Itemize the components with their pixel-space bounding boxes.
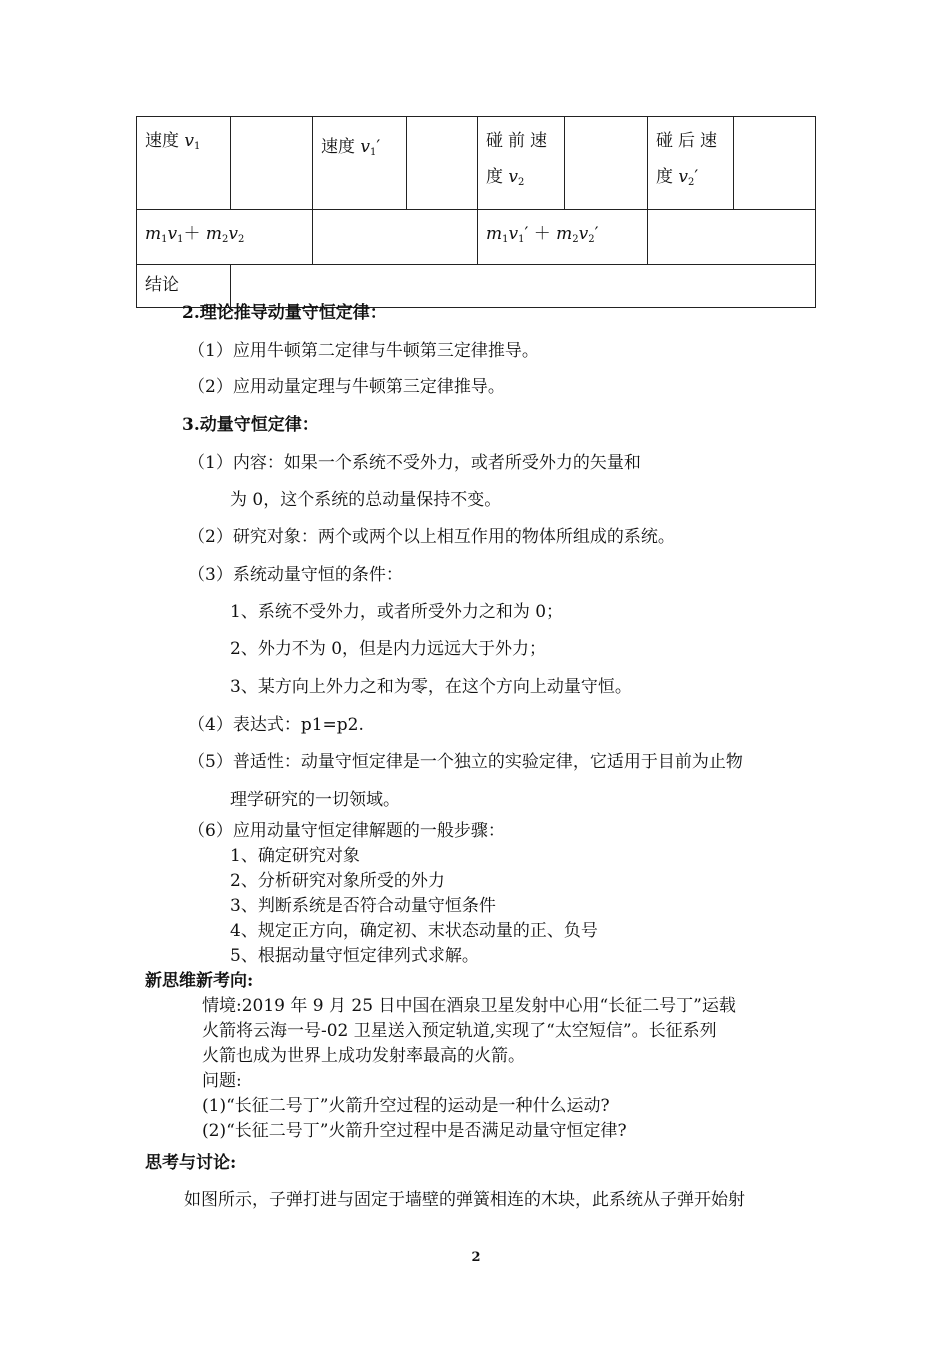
table-cell-velocity-v1-label: 速度 $v_1$ [137,117,231,210]
list-item: （4）表达式：p1=p2. [188,715,364,735]
list-item: （2）研究对象：两个或两个以上相互作用的物体所组成的系统。 [188,527,675,547]
step-item: 3、判断系统是否符合动量守恒条件 [230,896,496,916]
paragraph-line: 情境:2019 年 9 月 25 日中国在酒泉卫星发射中心用“长征二号丁”运载 [202,996,736,1016]
discussion-heading: 思考与讨论: [145,1153,237,1173]
section-3-heading: 3.动量守恒定律： [182,415,319,435]
list-item: （3）系统动量守恒的条件： [188,565,403,585]
list-item: （6）应用动量守恒定律解题的一般步骤： [188,821,505,841]
paragraph-line: (2)“长征二号丁”火箭升空过程中是否满足动量守恒定律? [202,1121,627,1141]
list-item: （1）应用牛顿第二定律与牛顿第三定律推导。 [188,341,539,361]
condition-item: 2、外力不为 0，但是内力远远大于外力； [230,639,547,659]
new-thinking-heading: 新思维新考向: [145,971,254,991]
step-item: 5、根据动量守恒定律列式求解。 [230,946,479,966]
list-item: （2）应用动量定理与牛顿第三定律推导。 [188,377,505,397]
list-item: 理学研究的一切领域。 [230,790,400,810]
table-cell-empty [734,117,816,210]
table-cell-empty [648,210,816,265]
table-cell-momentum-before-label: $m_1v_1+ m_2v_2$ [137,210,313,265]
page-number: 2 [471,1250,481,1265]
paragraph-line: 火箭也成为世界上成功发射率最高的火箭。 [202,1046,525,1066]
list-item: （5）普适性：动量守恒定律是一个独立的实验定律，它适用于目前为止物 [188,752,743,772]
table-cell-after-velocity-v2-label: 碰后速 度 $v_2'$ [648,117,734,210]
table-cell-before-velocity-v2-label: 碰前速 度 $v_2$ [478,117,565,210]
step-item: 2、分析研究对象所受的外力 [230,871,445,891]
table-cell-conclusion-label: 结论 [137,265,231,308]
momentum-data-table [136,116,816,308]
condition-item: 3、某方向上外力之和为零，在这个方向上动量守恒。 [230,677,632,697]
paragraph-line: (1)“长征二号丁”火箭升空过程的运动是一种什么运动? [202,1096,610,1116]
table-row [137,210,816,265]
list-item: （1）内容：如果一个系统不受外力，或者所受外力的矢量和 [188,453,641,473]
step-item: 1、确定研究对象 [230,846,360,866]
table-cell-empty [565,117,648,210]
section-2-heading: 2.理论推导动量守恒定律： [182,303,387,323]
table-cell-momentum-after-label: $m_1v_1' + m_2v_2'$ [478,210,648,265]
discussion-text: 如图所示，子弹打进与固定于墙壁的弹簧相连的木块，此系统从子弹开始射 [184,1190,745,1210]
paragraph-line: 问题: [202,1071,242,1091]
table-cell-empty [231,117,313,210]
table-cell-empty [313,210,478,265]
table-cell-empty [407,117,478,210]
list-item: 为 0，这个系统的总动量保持不变。 [230,490,502,510]
paragraph-line: 火箭将云海一号-02 卫星送入预定轨道,实现了“太空短信”。长征系列 [202,1021,717,1041]
table-cell-velocity-v1-prime-label: 速度 $v_1'$ [313,117,407,210]
condition-item: 1、系统不受外力，或者所受外力之和为 0； [230,602,564,622]
table-row [137,117,816,210]
step-item: 4、规定正方向，确定初、末状态动量的正、负号 [230,921,598,941]
